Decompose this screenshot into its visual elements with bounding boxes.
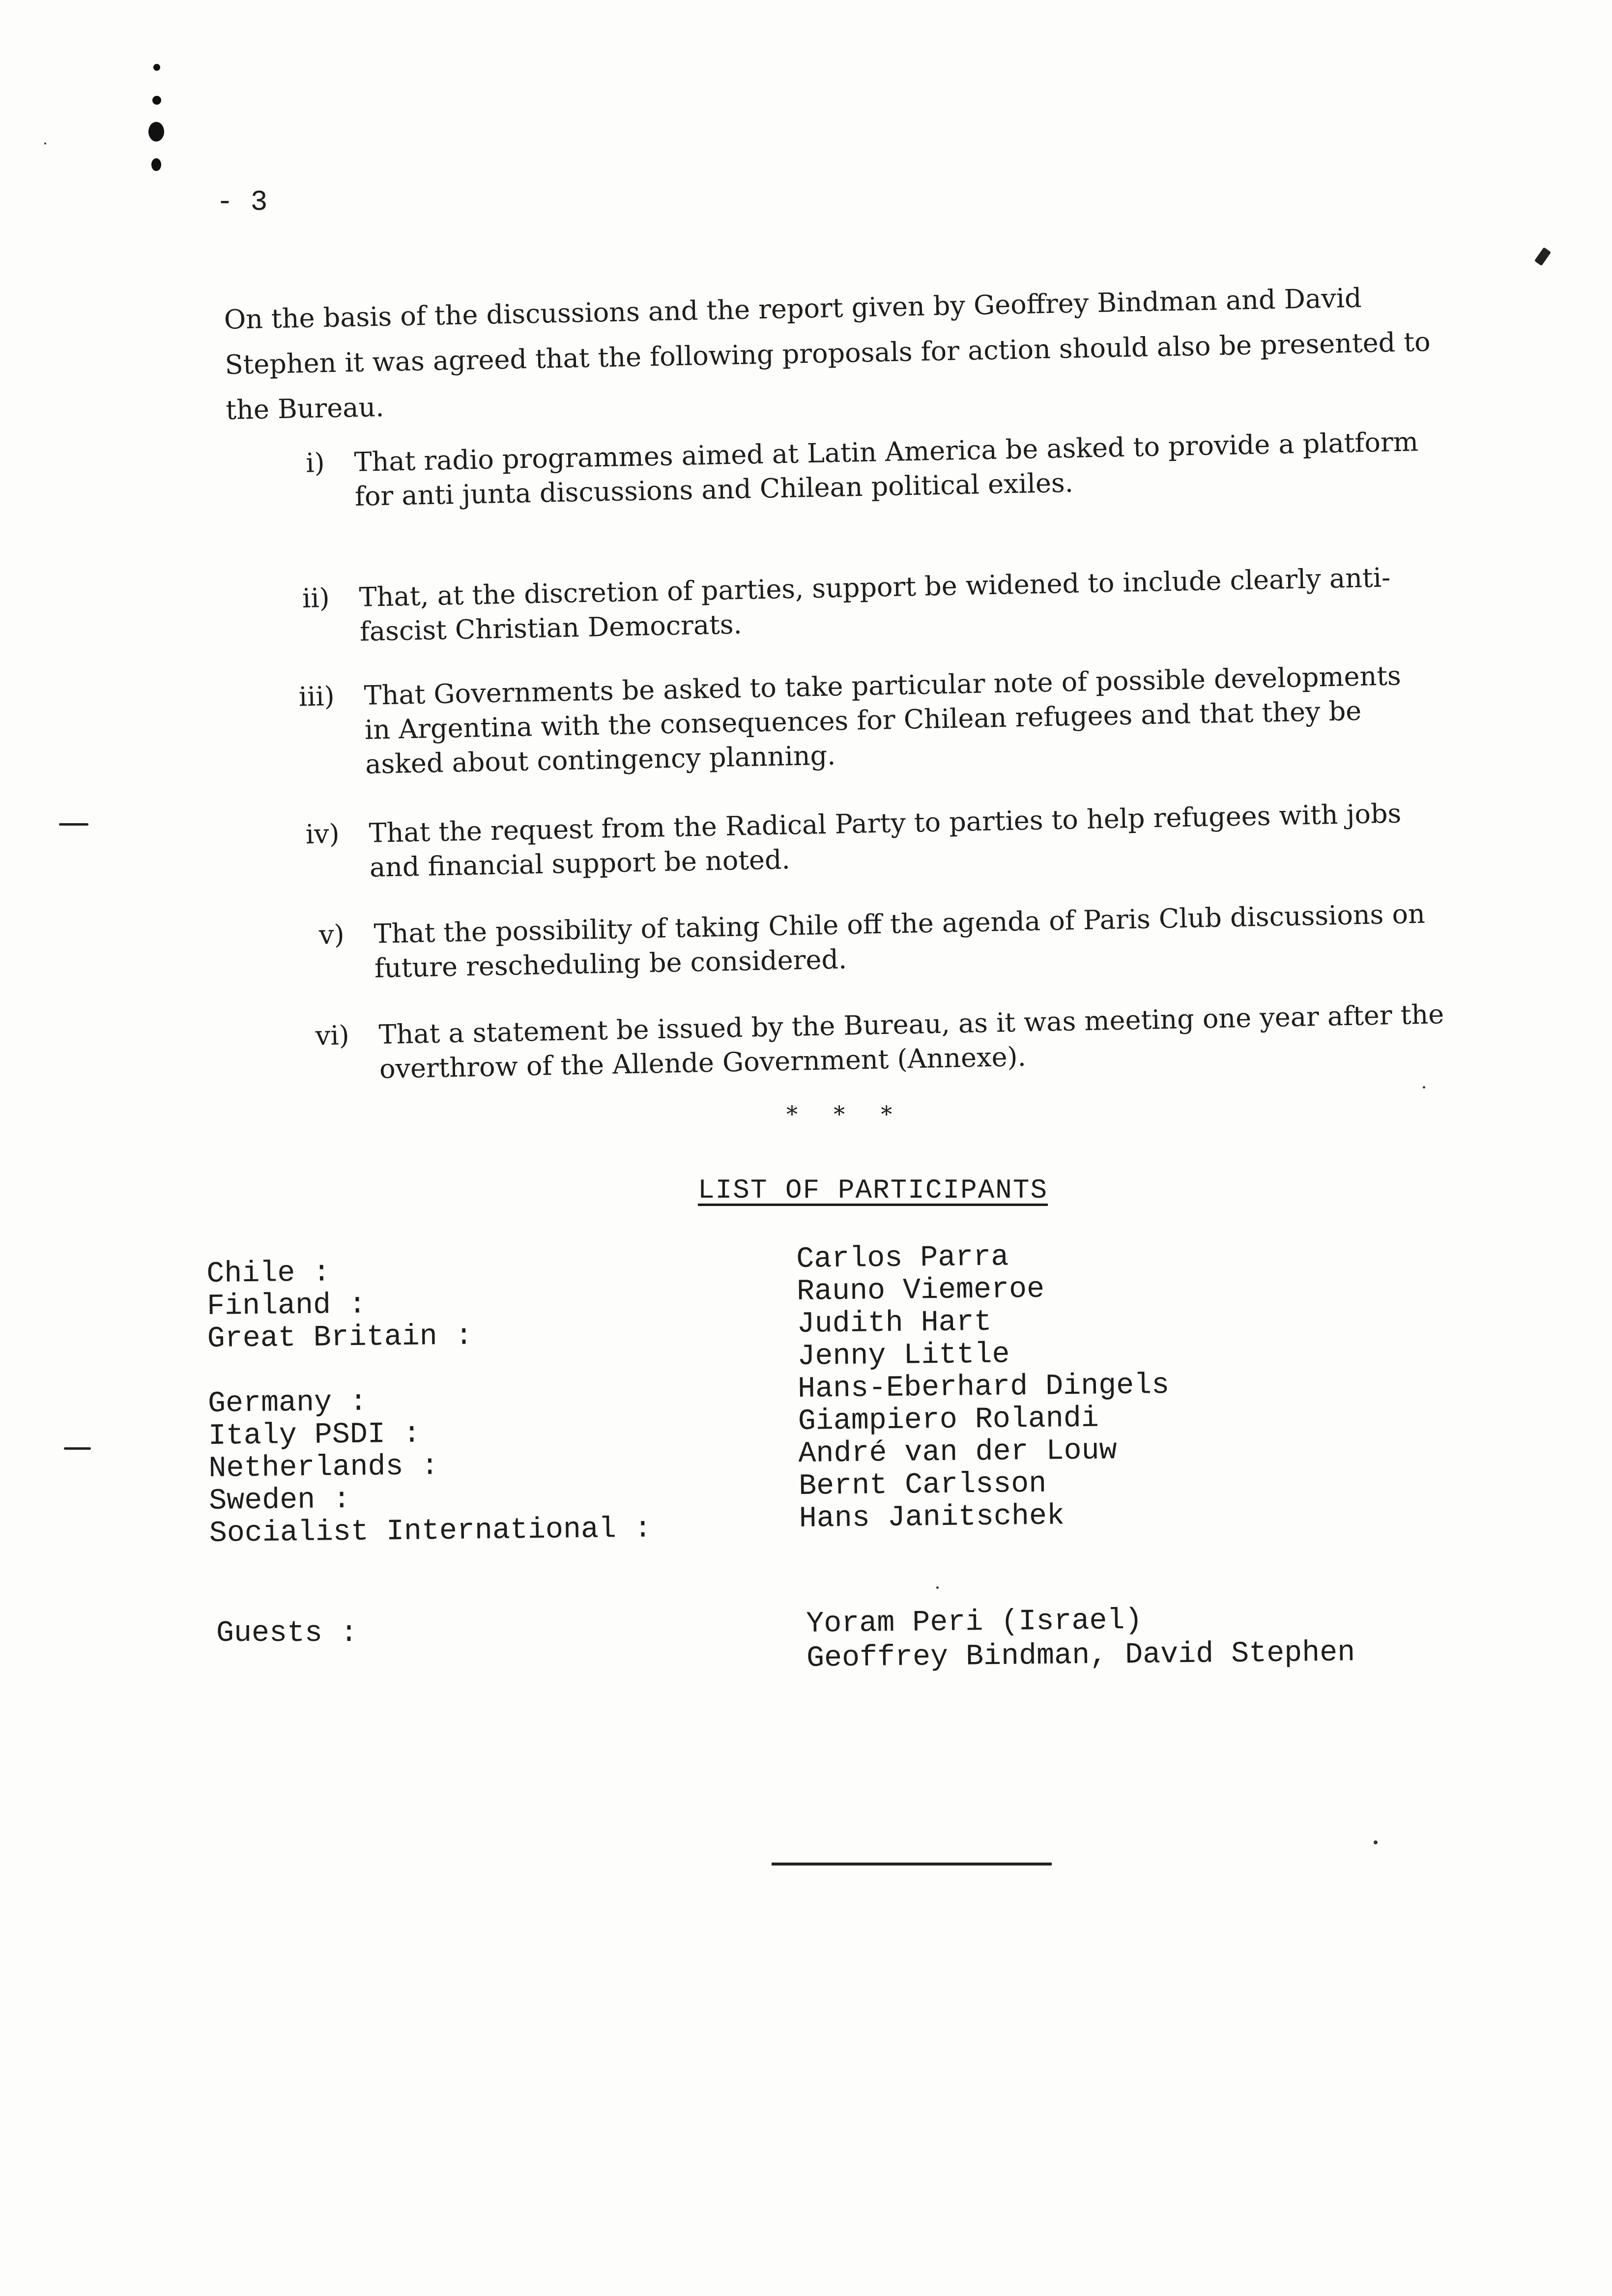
country-label: Socialist International : [209,1512,652,1550]
proposal-text: That Governments be asked to take particular note of possible developments in Argentina with the consequences for Chilean refugees and that they be asked about contingency planning. [364,660,1402,780]
scan-speck [1374,1840,1378,1844]
punch-hole-mark [152,96,161,105]
participant-name: Hans Janitschek [799,1499,1065,1536]
country-label: Finland : [206,1288,367,1323]
proposal-text: That a statement be issued by the Bureau, as it was meeting one year after the overthrow of the Allende Government (Annexe). [378,999,1444,1085]
proposal-number: iv) [305,818,340,850]
guests-label: Guests : [216,1617,358,1650]
scan-speck [44,143,46,144]
punch-hole-mark [148,122,164,142]
proposal-text: That the request from the Radical Party to parties to help refugees with jobs and financial support be noted. [369,798,1402,883]
country-label: Germany : [207,1385,368,1421]
country-label: Italy PSDI : [208,1417,421,1453]
margin-mark [64,1447,91,1450]
participant-name: Jenny Little [797,1338,1010,1374]
separator-text: * * * [786,1101,892,1127]
proposal-text: That radio programmes aimed at Latin America be asked to provide a platform for anti junta discussions and Chilean political exiles. [354,426,1419,512]
margin-mark [1534,247,1551,266]
page-number: - 3 [216,187,268,219]
margin-mark [59,823,88,826]
participant-name: Rauno Viemeroe [796,1272,1045,1309]
country-label: Sweden : [208,1483,351,1518]
proposal-number: vi) [315,1019,350,1052]
participant-name: Judith Hart [797,1305,992,1341]
end-rule [772,1863,1052,1866]
country-label: Great Britain : [207,1320,473,1356]
participant-name: Carlos Parra [796,1240,1009,1276]
proposal-number: v) [318,918,345,950]
proposal-text: That the possibility of taking Chile off the agenda of Paris Club discussions on future rescheduling be considered. [374,898,1426,984]
section-separator [786,1101,892,1127]
intro-paragraph: On the basis of the discussions and the report given by Geoffrey Bindman and David Stephen it was agreed that the following proposals for action should also be presented to the Bureau. [224,282,1431,426]
guest-name: Yoram Peri (Israel) [806,1604,1143,1641]
participants-countries [206,1254,652,1550]
participant-name: Giampiero Rolandi [798,1402,1099,1438]
guests-list [806,1601,1355,1676]
participants-names [796,1239,1171,1535]
country-gap [207,1351,650,1388]
guest-name: Geoffrey Bindman, David Stephen [806,1636,1355,1675]
participant-name: Hans-Eberhard Dingels [797,1369,1170,1406]
proposal-number: i) [305,447,325,479]
proposal-number: iii) [298,680,335,713]
participants-title: LIST OF PARTICIPANTS [698,1175,1048,1206]
participant-name: Bernt Carlsson [798,1467,1047,1503]
proposal-text: That, at the discretion of parties, support be widened to include clearly anti-fascist Christian Democrats. [359,562,1391,647]
participant-name: André van der Louw [798,1434,1117,1471]
proposal-number: ii) [302,582,330,614]
scan-speck [1423,1086,1425,1089]
punch-hole-mark [151,158,161,171]
country-label: Netherlands : [208,1450,439,1486]
scan-speck [936,1586,939,1589]
punch-hole-mark [153,64,160,71]
country-label: Chile : [206,1256,331,1291]
